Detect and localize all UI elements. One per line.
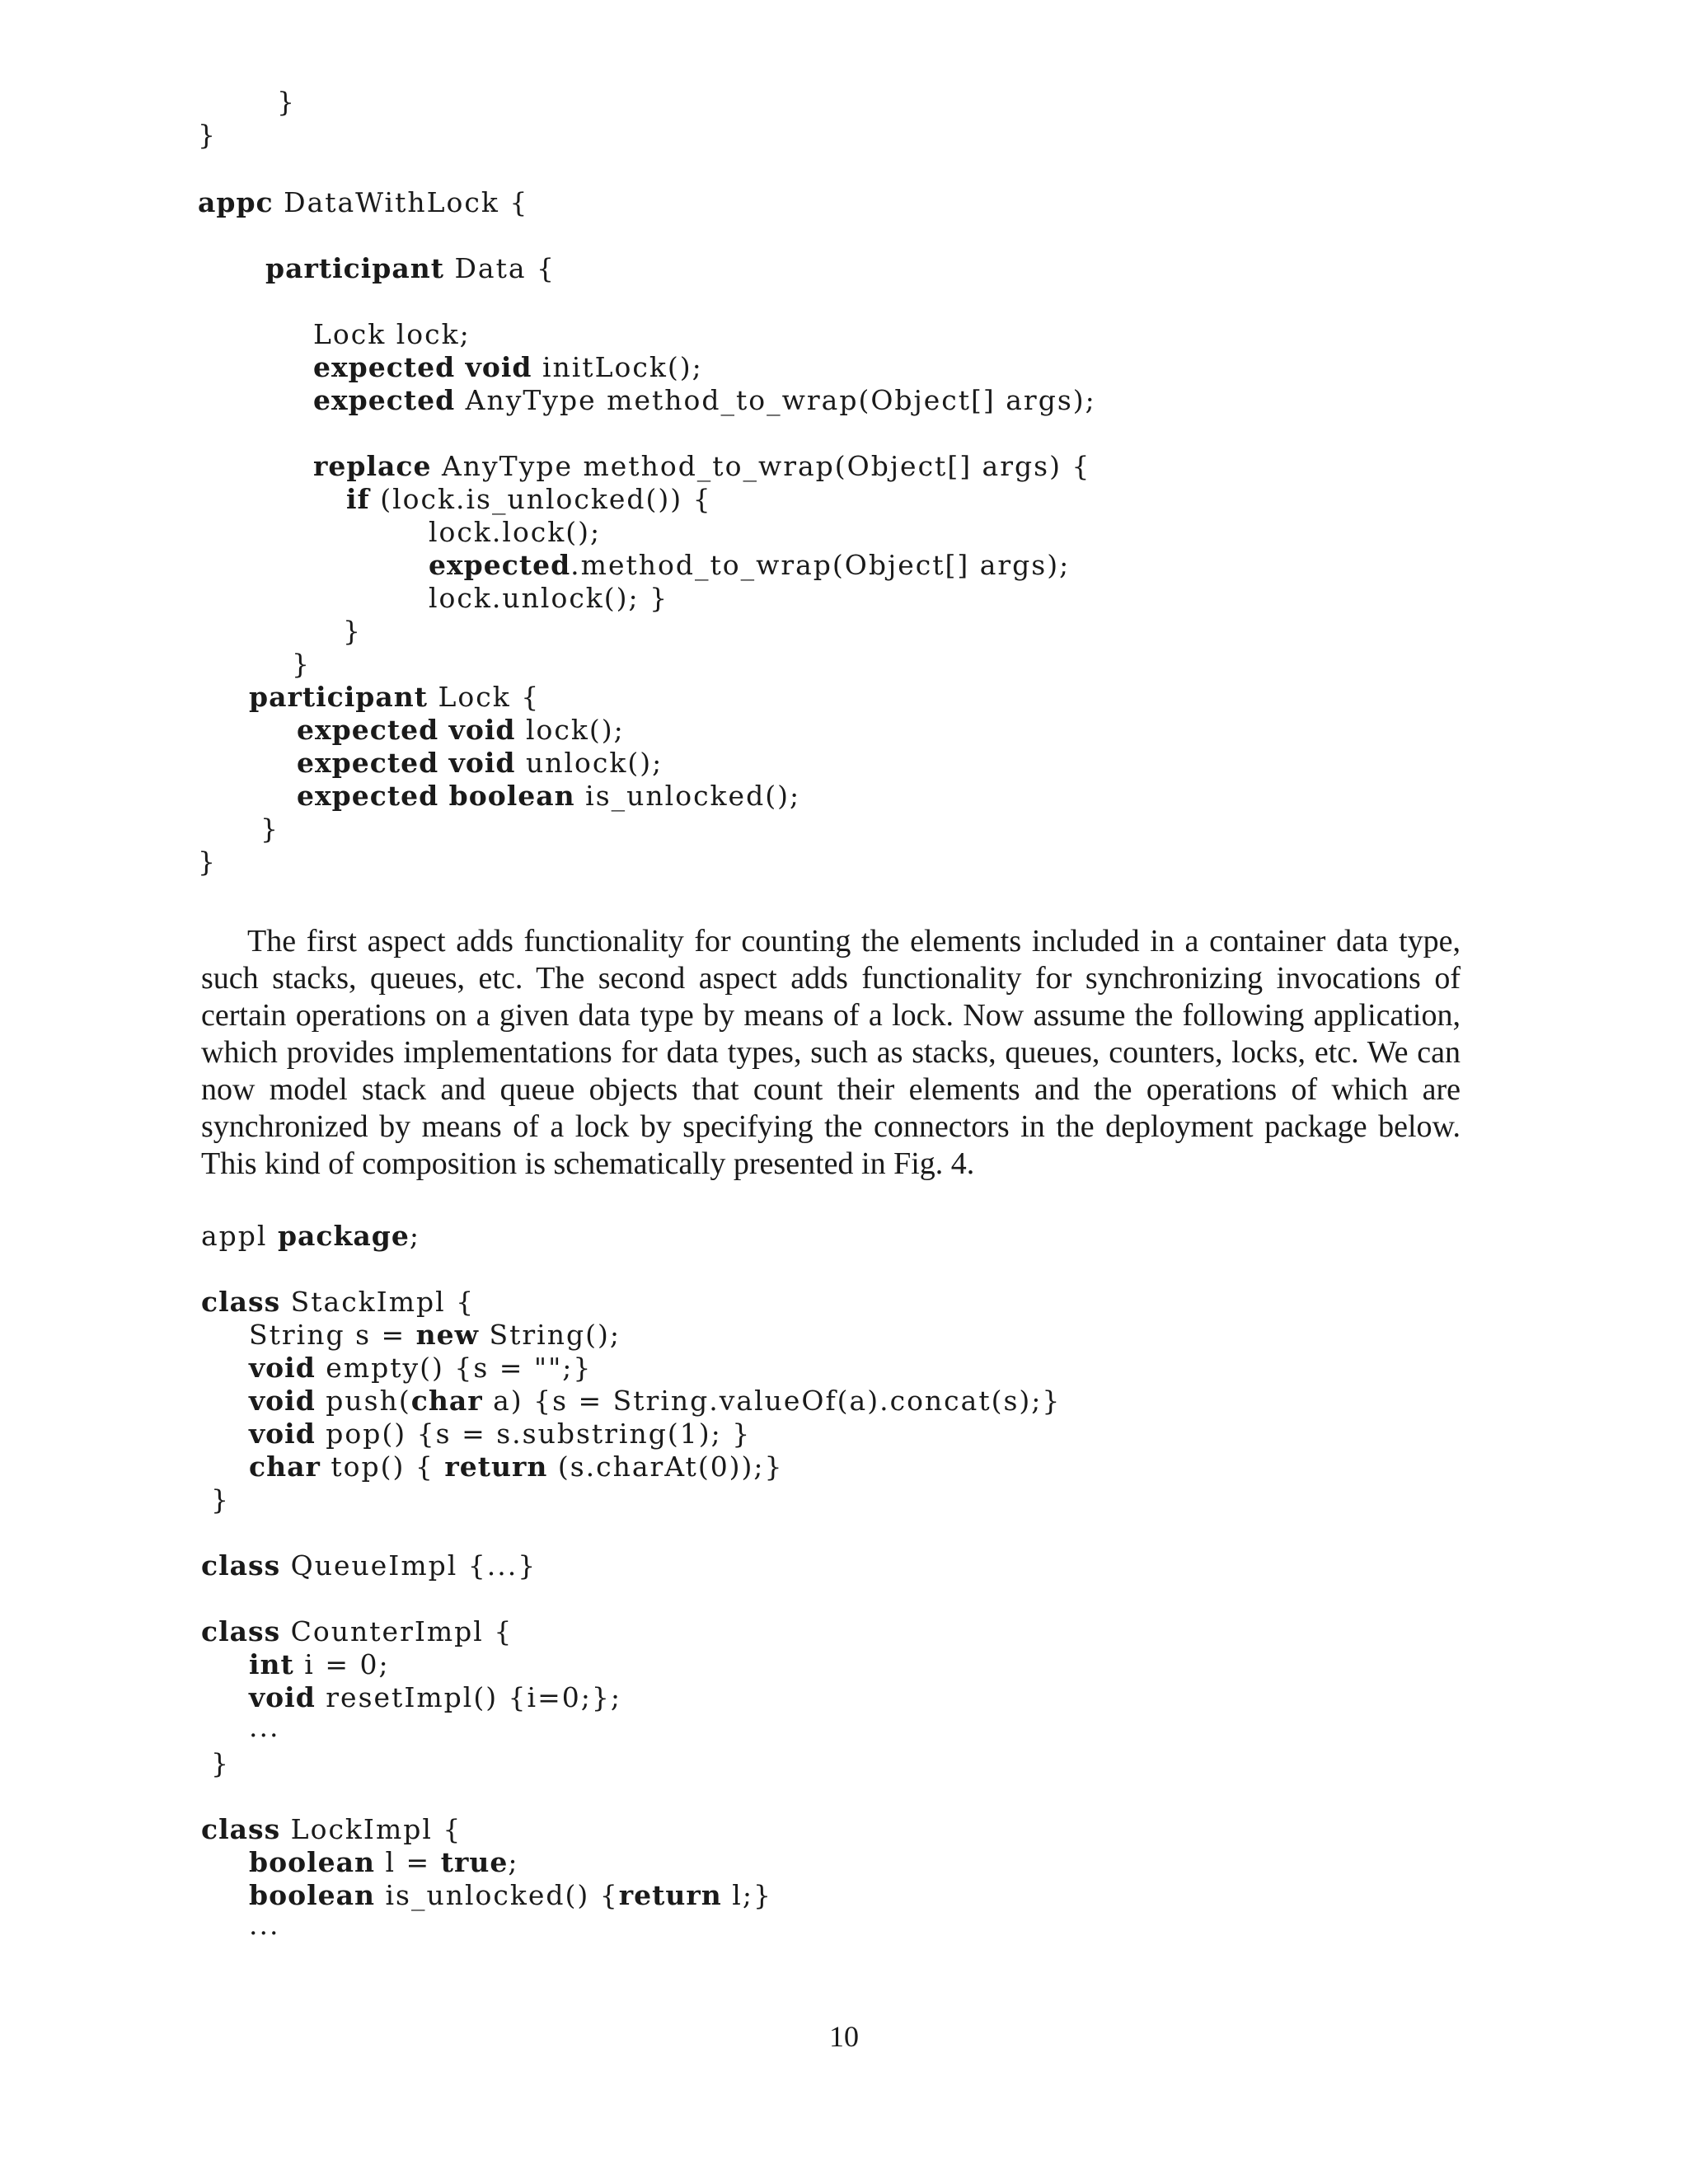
code-line: replace AnyType method_to_wrap(Object[] args) { [313,450,1091,482]
code-line: Lock lock; [313,318,471,350]
code-line: } [211,1483,230,1516]
code-line: lock.unlock(); } [429,582,669,614]
code-line: boolean l = true; [249,1846,519,1878]
code-line: char top() { return (s.charAt(0));} [249,1451,784,1483]
code-line: appl package; [201,1220,420,1252]
code-line: ... [249,1909,280,1941]
code-line: class CounterImpl { [201,1615,513,1647]
code-line: boolean is_unlocked() {return l;} [249,1879,772,1911]
code-line: } [277,86,296,118]
code-line: expected boolean is_unlocked(); [297,780,801,812]
code-line: participant Lock { [249,681,541,713]
code-line: expected.method_to_wrap(Object[] args); [429,549,1071,581]
code-line: class StackImpl { [201,1286,476,1318]
code-line: void pop() {s = s.substring(1); } [249,1418,752,1450]
code-line: ... [249,1711,280,1743]
page-number: 10 [829,2020,859,2053]
code-line: expected void unlock(); [297,747,663,779]
code-line: appc DataWithLock { [198,186,529,218]
code-line: } [211,1747,230,1779]
code-line: lock.lock(); [429,516,602,548]
code-line: class QueueImpl {...} [201,1549,537,1582]
code-line: expected void initLock(); [313,351,703,383]
code-line: void push(char a) {s = String.valueOf(a).concat(s);} [249,1385,1062,1417]
code-line: } [343,615,362,647]
code-line: if (lock.is_unlocked()) { [346,483,712,515]
code-line: class LockImpl { [201,1813,462,1845]
code-line: void empty() {s = "";} [249,1352,593,1384]
code-line: int i = 0; [249,1648,390,1680]
code-line: void resetImpl() {i=0;}; [249,1681,621,1713]
code-line: } [260,813,279,845]
code-line: String s = new String(); [249,1319,621,1351]
code-line: } [198,119,217,151]
code-line: } [292,648,311,680]
code-line: expected void lock(); [297,714,625,746]
code-line: } [198,846,217,878]
code-line: participant Data { [265,252,556,284]
body-paragraph: The first aspect adds functionality for counting the elements included in a container data type, such stacks, queues, etc. The second aspect adds functionality for synchronizing invocations of certain operations on a given data type by means of a lock. Now assume the following application, which provides implementations for data types, such as stacks, queues, counters, locks, etc. We can now model stack and queue objects that count their elements and the operations of which are synchronized by means of a lock by specifying the connectors in the deployment package below. This kind of composition is schematically presented in Fig. 4. [201,924,1461,1181]
code-line: expected AnyType method_to_wrap(Object[] args); [313,384,1096,416]
